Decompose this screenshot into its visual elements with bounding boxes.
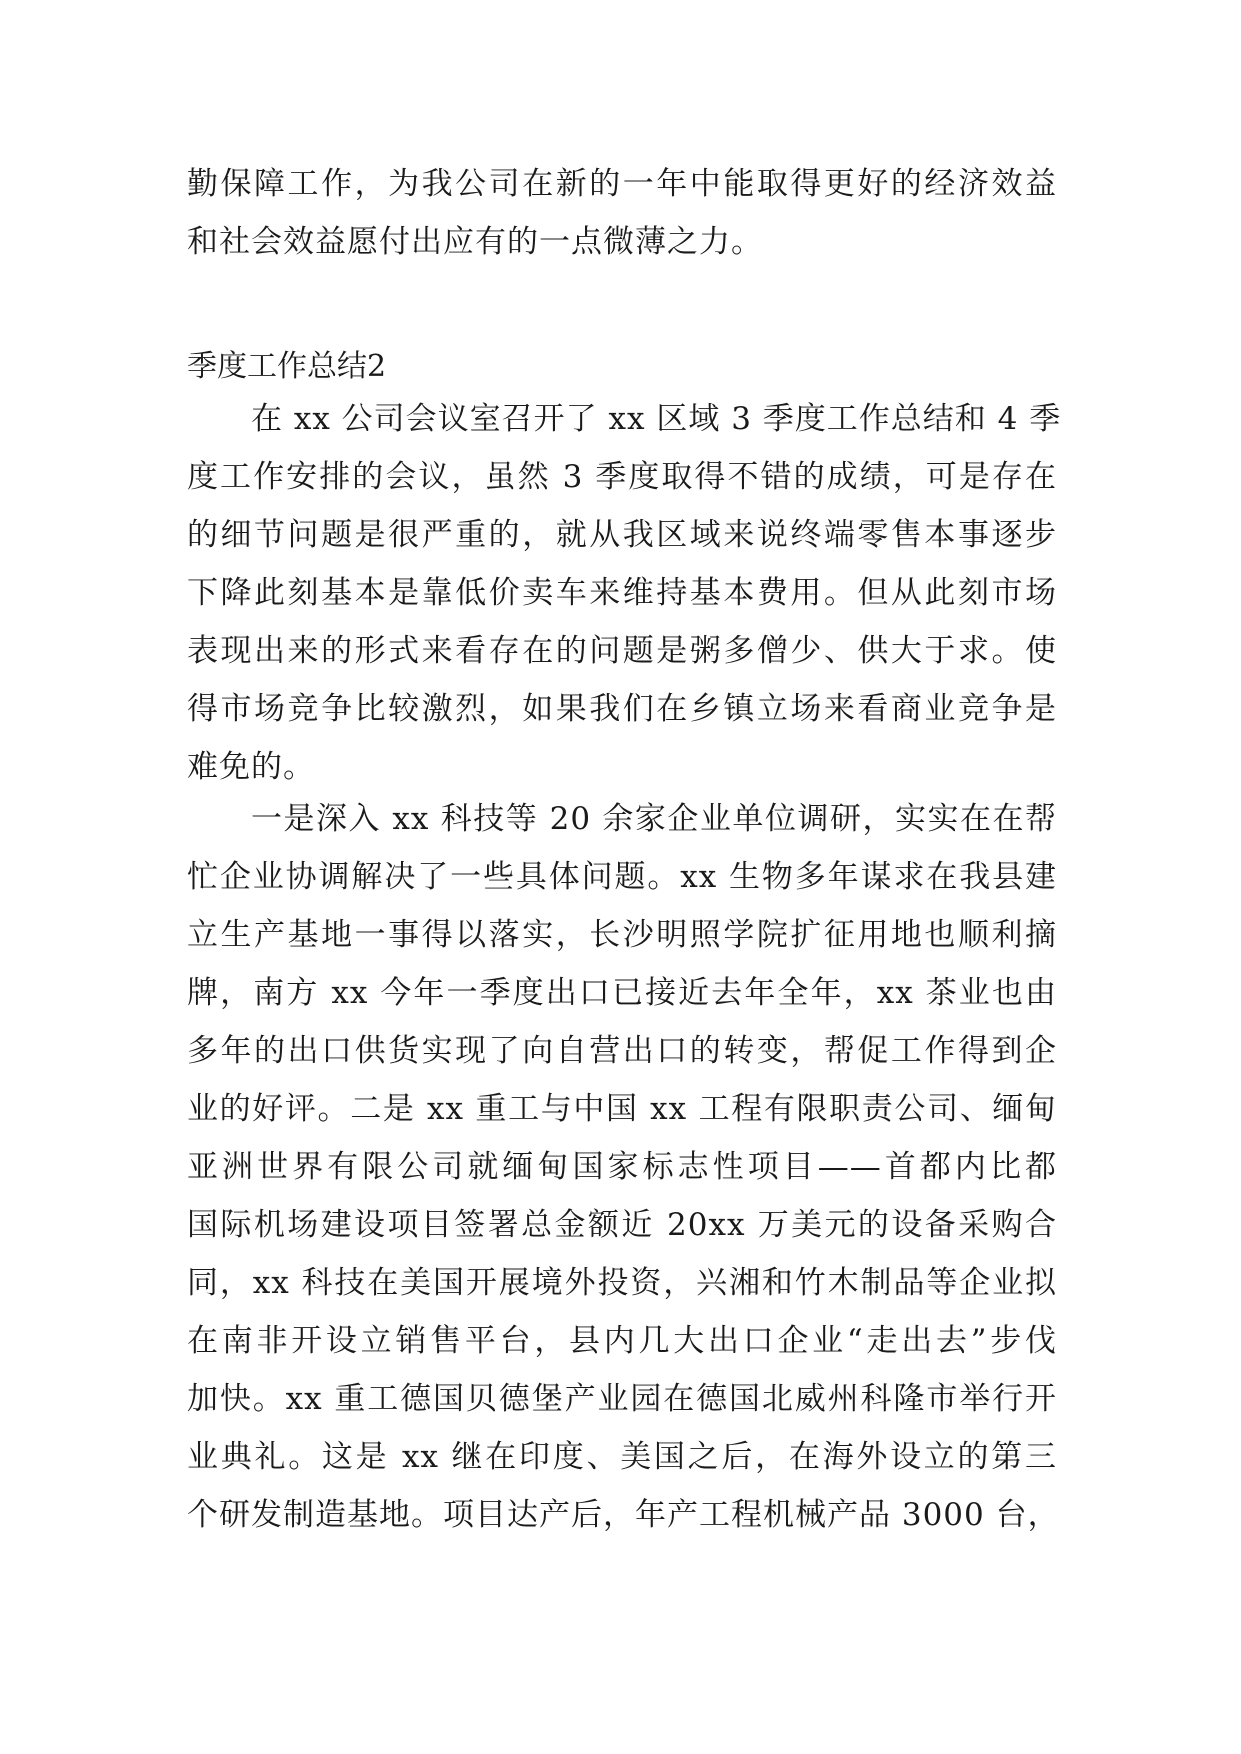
section-heading: 季度工作总结2	[187, 349, 387, 384]
text-line: 牌，南方 xx 今年一季度出口已接近去年全年，xx 茶业也由	[187, 975, 1057, 1011]
text-line: 亚洲世界有限公司就缅甸国家标志性项目——首都内比都	[187, 1149, 1057, 1185]
text-line: 难免的。	[187, 749, 315, 785]
text-line: 业的好评。二是 xx 重工与中国 xx 工程有限职责公司、缅甸	[187, 1091, 1057, 1127]
text-line: 得市场竞争比较激烈，如果我们在乡镇立场来看商业竞争是	[187, 691, 1057, 727]
text-line: 勤保障工作，为我公司在新的一年中能取得更好的经济效益	[187, 166, 1057, 202]
text-line: 加快。xx 重工德国贝德堡产业园在德国北威州科隆市举行开	[187, 1381, 1057, 1417]
text-line: 业典礼。这是 xx 继在印度、美国之后，在海外设立的第三	[187, 1439, 1057, 1475]
body-paragraph-2	[187, 790, 1060, 1544]
text-line: 下降此刻基本是靠低价卖车来维持基本费用。但从此刻市场	[187, 575, 1057, 611]
text-line: 和社会效益愿付出应有的一点微薄之力。	[187, 224, 763, 260]
text-line: 忙企业协调解决了一些具体问题。xx 生物多年谋求在我县建	[187, 859, 1057, 895]
body-paragraph-1	[187, 390, 1062, 796]
text-line: 个研发制造基地。项目达产后，年产工程机械产品 3000 台，	[187, 1497, 1060, 1533]
text-line: 国际机场建设项目签署总金额近 20xx 万美元的设备采购合	[187, 1207, 1057, 1243]
text-line: 在 xx 公司会议室召开了 xx 区域 3 季度工作总结和 4 季	[251, 401, 1062, 437]
text-line: 度工作安排的会议，虽然 3 季度取得不错的成绩，可是存在	[187, 459, 1057, 495]
intro-paragraph	[187, 155, 1057, 271]
text-line: 表现出来的形式来看存在的问题是粥多僧少、供大于求。使	[187, 633, 1057, 669]
text-line: 同，xx 科技在美国开展境外投资，兴湘和竹木制品等企业拟	[187, 1265, 1057, 1301]
text-line: 立生产基地一事得以落实，长沙明照学院扩征用地也顺利摘	[187, 917, 1057, 953]
text-line: 在南非开设立销售平台，县内几大出口企业“走出去”步伐	[187, 1323, 1057, 1359]
text-line: 多年的出口供货实现了向自营出口的转变，帮促工作得到企	[187, 1033, 1057, 1069]
text-line: 的细节问题是很严重的，就从我区域来说终端零售本事逐步	[187, 517, 1057, 553]
text-line: 一是深入 xx 科技等 20 余家企业单位调研，实实在在帮	[251, 801, 1057, 837]
